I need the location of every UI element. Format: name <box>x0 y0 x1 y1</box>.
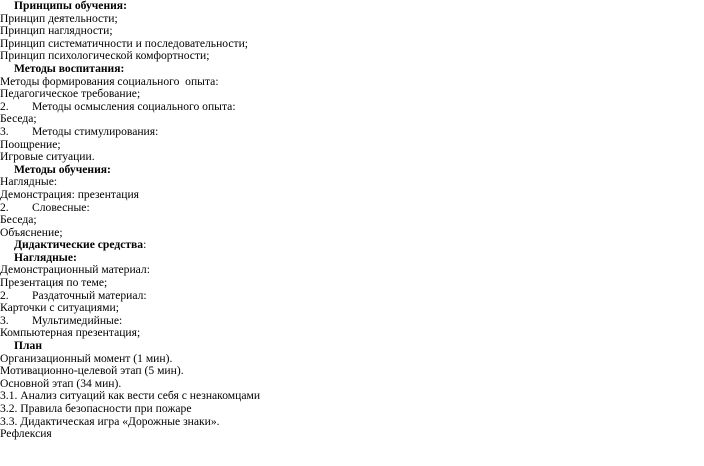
upbringing-method-numbered <box>0 126 704 139</box>
teaching-heading: Методы обучения: <box>14 162 111 176</box>
plan-step: 3.1. Анализ ситуаций как вести себя с незнакомцами <box>0 389 261 403</box>
plan-step: Основной этап (34 мин). <box>0 376 122 390</box>
upbringing-heading: Методы воспитания: <box>14 61 125 75</box>
principle-item: Принцип деятельности; <box>0 11 118 25</box>
upbringing-method-label: Методы осмысления социального опыта: <box>32 99 236 113</box>
list-number: 3. <box>0 124 9 138</box>
list-number: 2. <box>0 99 9 113</box>
plan-step: Мотивационно-целевой этап (5 мин). <box>0 364 184 378</box>
teaching-method-numbered <box>0 202 704 215</box>
didactic-heading <box>0 239 704 252</box>
principle-item: Принцип психологической комфортности; <box>0 49 210 63</box>
visual-material-item: Презентация по теме; <box>0 276 108 290</box>
teaching-method: Наглядные: <box>0 175 58 189</box>
visual-material-label: Мультимедийные: <box>32 313 123 327</box>
visual-material: Демонстрационный материал: <box>0 263 150 277</box>
teaching-method-item: Беседа; <box>0 213 37 227</box>
list-number: 2. <box>0 288 9 302</box>
principle-item: Принцип наглядности; <box>0 24 113 38</box>
upbringing-method-label: Методы стимулирования: <box>32 124 159 138</box>
plan-step: Организационный момент (1 мин). <box>0 351 173 365</box>
principle-item: Принцип систематичности и последовательности; <box>0 36 249 50</box>
plan-step: 3.3. Дидактическая игра «Дорожные знаки». <box>0 414 220 428</box>
visual-material-label: Раздаточный материал: <box>32 288 147 302</box>
visual-heading: Наглядные: <box>14 250 77 264</box>
plan-step: 3.2. Правила безопасности при пожаре <box>0 402 192 415</box>
plan-heading: План <box>14 339 42 353</box>
didactic-heading-text: Дидактические средства <box>14 238 144 252</box>
visual-material-item: Карточки с ситуациями; <box>0 301 119 315</box>
didactic-heading-colon: : <box>143 238 147 252</box>
upbringing-method-item: Поощрение; <box>0 137 61 151</box>
upbringing-method: Методы формирования социального опыта: <box>0 74 219 88</box>
upbringing-method-numbered <box>0 101 704 114</box>
list-number: 3. <box>0 313 9 327</box>
plan-step: Рефлексия <box>0 427 52 441</box>
upbringing-method-item: Педагогическое требование; <box>0 87 141 101</box>
upbringing-method-item: Беседа; <box>0 112 37 126</box>
teaching-method-item: Демонстрация: презентация <box>0 187 140 201</box>
teaching-method-item: Объяснение; <box>0 225 63 239</box>
principles-heading: Принципы обучения: <box>14 0 127 12</box>
upbringing-method-item: Игровые ситуации. <box>0 150 95 164</box>
visual-material-item: Компьютерная презентация; <box>0 326 141 340</box>
teaching-method-label: Словесные: <box>32 200 90 214</box>
list-number: 2. <box>0 200 9 214</box>
